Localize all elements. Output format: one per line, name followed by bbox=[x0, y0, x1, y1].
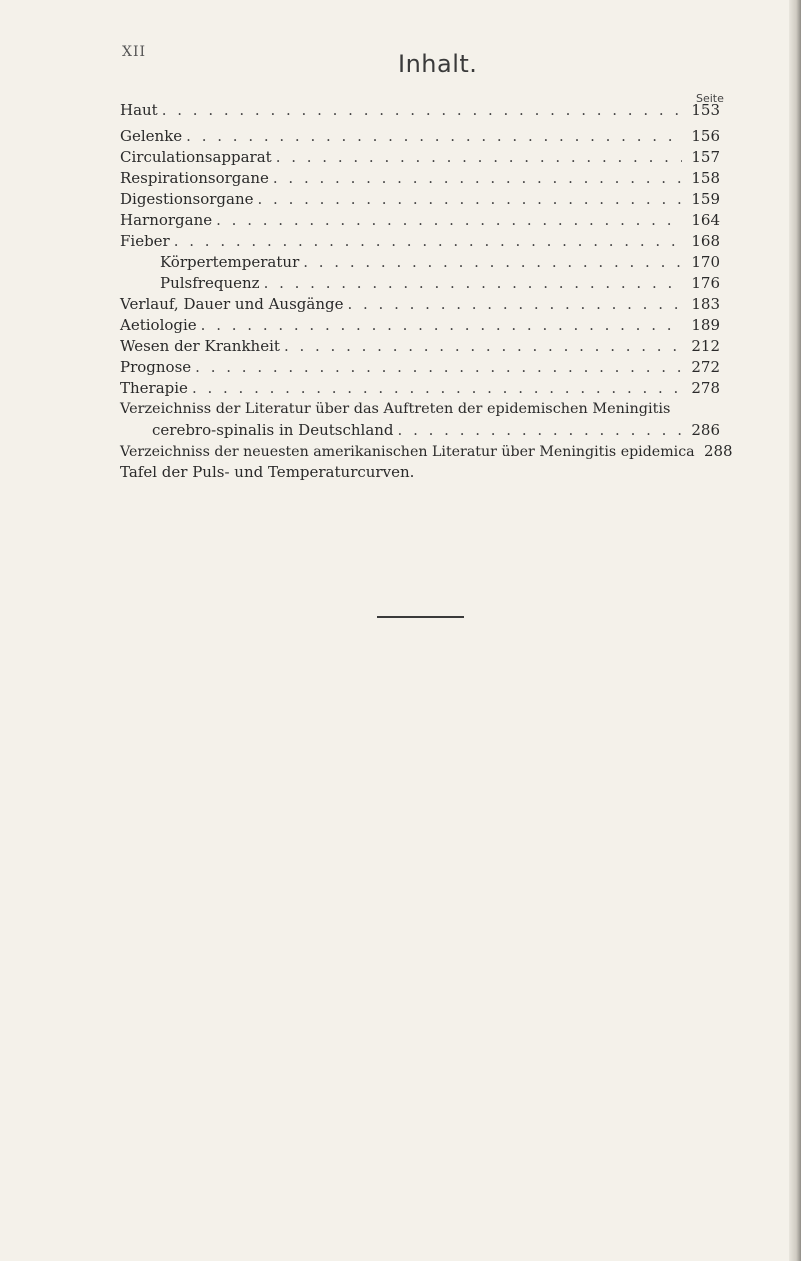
toc-entry-wesen[interactable]: Wesen der Krankheit . . . 212 bbox=[120, 336, 720, 356]
toc-entry-fieber[interactable]: Fieber . . . 168 bbox=[120, 231, 720, 251]
dot-leader bbox=[201, 315, 682, 335]
page-title: Inhalt. bbox=[398, 50, 478, 78]
dot-leader bbox=[347, 294, 682, 314]
toc-entry-amerikanische-literatur[interactable]: Verzeichniss der neuesten amerikanischen Literatur über Meningitis epidemica 288 bbox=[120, 442, 733, 460]
dot-leader bbox=[162, 100, 682, 120]
toc-entry-pulsfrequenz[interactable]: Pulsfrequenz . . . 176 bbox=[160, 273, 720, 293]
seite-column-label: Seite bbox=[696, 92, 724, 105]
dot-leader bbox=[216, 210, 682, 230]
page-number: XII bbox=[122, 44, 147, 60]
toc-entry-koerpertemperatur[interactable]: Körpertemperatur . . . 170 bbox=[160, 252, 720, 272]
toc-entry-harnorgane[interactable]: Harnorgane . . . 164 bbox=[120, 210, 720, 230]
toc-entry-verzeichniss-literatur-cont[interactable]: cerebro-spinalis in Deutschland . . . 286 bbox=[152, 420, 720, 440]
dot-leader bbox=[273, 168, 682, 188]
toc-entry-haut[interactable]: Haut . . . 153 bbox=[120, 100, 720, 120]
dot-leader bbox=[186, 126, 682, 146]
dot-leader bbox=[276, 147, 682, 167]
dot-leader bbox=[264, 273, 682, 293]
dot-leader bbox=[303, 252, 682, 272]
dot-leader bbox=[192, 378, 682, 398]
toc-entry-prognose[interactable]: Prognose . . . 272 bbox=[120, 357, 720, 377]
divider-rule bbox=[377, 616, 464, 618]
toc-entry-gelenke[interactable]: Gelenke . . . 156 bbox=[120, 126, 720, 146]
dot-leader bbox=[398, 420, 682, 440]
toc-entry-aetiologie[interactable]: Aetiologie . . . 189 bbox=[120, 315, 720, 335]
toc-entry-respirationsorgane[interactable]: Respirationsorgane . . . 158 bbox=[120, 168, 720, 188]
dot-leader bbox=[258, 189, 683, 209]
toc-entry-verzeichniss-literatur[interactable]: Verzeichniss der Literatur über das Auftreten der epidemischen Meningitis bbox=[120, 401, 671, 417]
dot-leader bbox=[195, 357, 682, 377]
toc-entry-verlauf[interactable]: Verlauf, Dauer und Ausgänge . . . 183 bbox=[120, 294, 720, 314]
toc-entry-tafel[interactable]: Tafel der Puls- und Temperaturcurven. bbox=[120, 463, 415, 481]
dot-leader bbox=[174, 231, 682, 251]
toc-entry-circulationsapparat[interactable]: Circulationsapparat . . . 157 bbox=[120, 147, 720, 167]
dot-leader bbox=[284, 336, 682, 356]
toc-entry-digestionsorgane[interactable]: Digestionsorgane . . . 159 bbox=[120, 189, 720, 209]
toc-entry-therapie[interactable]: Therapie . . . 278 bbox=[120, 378, 720, 398]
page-edge bbox=[789, 0, 801, 1261]
